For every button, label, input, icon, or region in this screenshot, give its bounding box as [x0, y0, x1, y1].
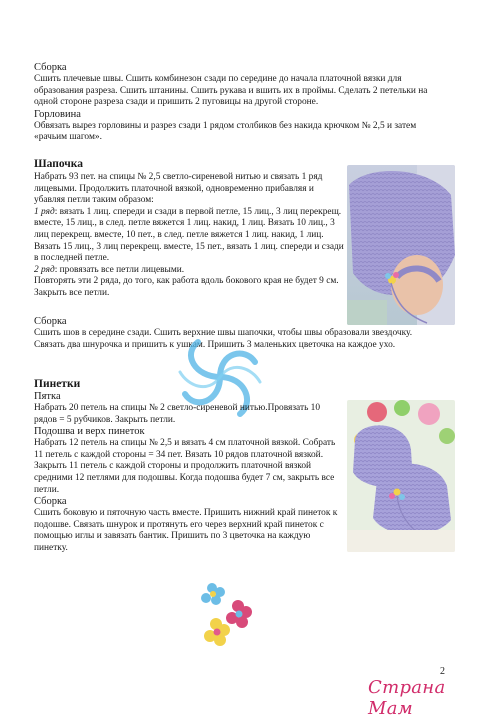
hat-row2-text: : провязать все петли лицевыми.: [54, 264, 185, 275]
hat-section: [34, 158, 344, 171]
assembly-body: Сшить плечевые швы. Сшить комбинезон сзади по середине до начала платочной вязки для образования разреза. Сшить штанины. Сшить рукава и вшить их в проймы. Сделать 2 петельки на одной стороне разреза сзади и пришить 2 пуговицы на другой стороне.: [34, 74, 428, 108]
neckline-title: Горловина: [34, 108, 81, 120]
site-watermark: Страна Мам: [368, 677, 446, 719]
hat-intro: Набрать 93 пет. на спицы № 2,5 светло-сиреневой нитью и связать 1 ряд лицевыми. Продолжить платочной вязкой, одновременно прибавляя и убавляя петли таким образом:: [34, 172, 323, 206]
baby-hat-photo-icon: [347, 165, 455, 325]
neckline-body: Обвязать вырез горловины и разрез сзади 1 рядом столбиков без накида крючком № 2,5 и затем «рачьим шагом».: [34, 120, 417, 143]
flower-pink: [226, 600, 252, 628]
crochet-flowers-icon: [198, 578, 256, 650]
hat-title: Шапочка: [34, 158, 83, 170]
hat-row2-label: 2 ряд: [34, 264, 55, 275]
sole-title: Подошва и верх пинеток: [34, 426, 145, 438]
booties-instructions: [34, 391, 344, 555]
heel-body: Набрать 20 петель на спицы № 2 светло-сиреневой нитью.Провязать 10 рядов = 5 рубчиков. Закрыть петли.: [34, 403, 321, 425]
booties-section: [34, 378, 334, 391]
flower-blue: [201, 583, 225, 605]
assembly-title: Сборка: [34, 62, 67, 73]
booties-title: Пинетки: [34, 378, 81, 390]
baby-booties-photo-icon: [347, 400, 455, 552]
flower-yellow: [204, 618, 230, 646]
hat-instructions: [34, 172, 346, 300]
hat-row1: [34, 207, 346, 265]
sole-body: Набрать 12 петель на спицы № 2,5 и вязать 4 см платочной вязкой. Собрать 11 петель с каждой стороны = 34 пет. Вязать 10 рядов платочной вязкой. Закрыть 11 петель с каждой стороны и продолжить платочной вязкой средними 12 петлями для подошвы. Когда подошва будет 7 см, закрыть все петли.: [34, 438, 336, 495]
assembly-section: [34, 62, 444, 144]
heel-title: Пятка: [34, 391, 61, 402]
booties-assembly-title: Сборка: [34, 496, 67, 508]
booties-assembly-body: Сшить боковую и пяточную часть вместе. Пришить нижний край пинеток к подошве. Связать шнурок и протянуть его через верхний край пинеток с помощью иглы и завязать бантик. Пришить по 3 цветочка на каждую пинетку.: [34, 508, 338, 553]
hat-assembly-body: Сшить шов в середине сзади. Сшить верхние швы шапочки, чтобы швы образовали звездочку. Связать два шнурочка и пришить к ушкам. Пришить 3 маленьких цветочка на каждое ухо.: [34, 328, 413, 350]
hat-row1-text: : вязать 1 лиц. спереди и сзади в первой петле, 15 лиц., 3 лиц перекрещ. вместе, 15 лиц., в след. петле вяжется 1 лиц. накид, 1 лиц. Вязать 10 лиц., 3 лиц перекрещ. вместе, 10 пет., в след. петле вяжется 1 лиц. накид, 1 лиц. Вязать 15 лиц., 3 лиц перекрещ. вместе, 15 пет., вязать 1 лиц. спереди и сзади в последней петле.: [34, 206, 344, 264]
page-number: 2: [440, 666, 445, 677]
hat-assembly-title: Сборка: [34, 316, 67, 327]
hat-row2: [34, 265, 346, 277]
hat-repeat: Повторять эти 2 ряда, до того, как работа вдоль бокового края не будет 9 см. Закрыть все петли.: [34, 276, 339, 298]
hat-row1-label: 1 ряд: [34, 206, 55, 217]
